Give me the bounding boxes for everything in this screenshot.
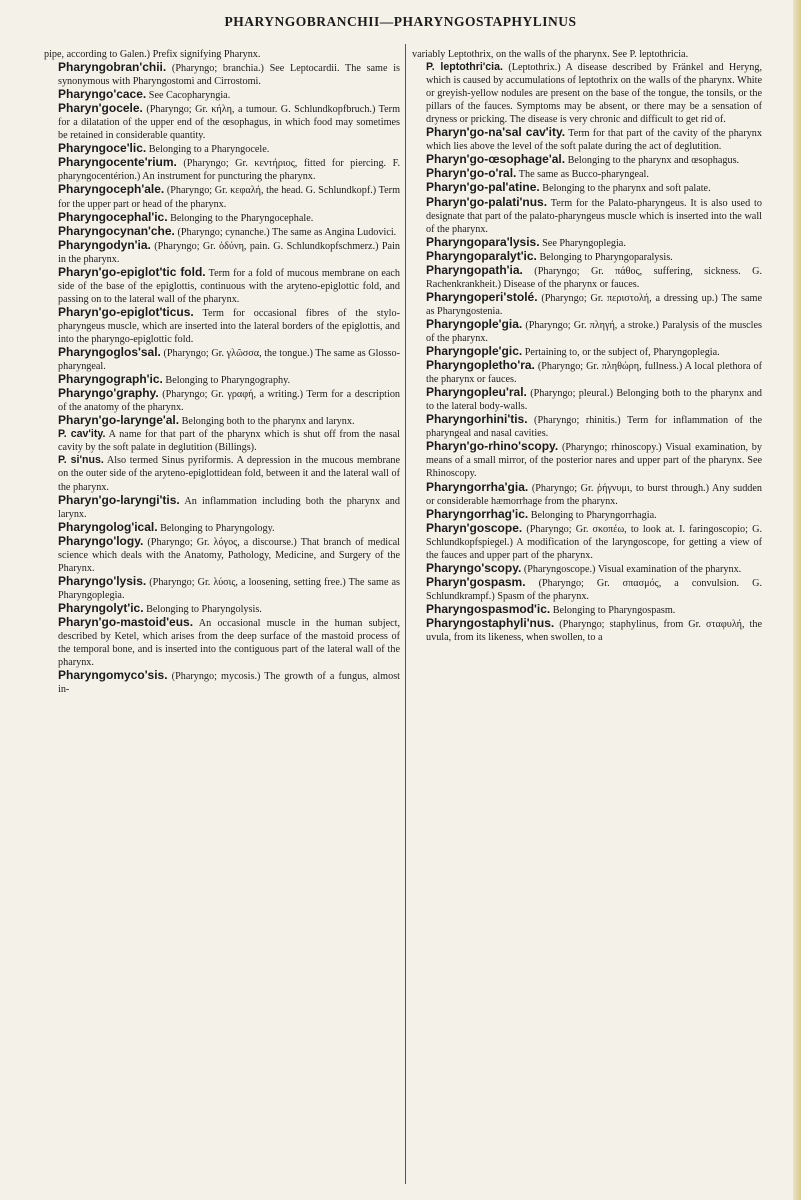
entry-headword: Pharyn'gocele. bbox=[58, 101, 143, 116]
entry-definition: (Pharyngo; mycosis.) The growth of a fungus, almost in- bbox=[58, 671, 400, 696]
dictionary-entry bbox=[44, 102, 400, 142]
entry-headword: Pharyngoceph'ale. bbox=[58, 182, 165, 197]
dictionary-entry bbox=[412, 508, 762, 522]
entry-definition: Belonging to the pharynx and œsophagus. bbox=[567, 155, 740, 167]
entry-definition: An inflammation including both the pharynx and larynx. bbox=[58, 495, 400, 520]
entry-headword: Pharyn'go-mastoid'eus. bbox=[58, 614, 194, 629]
entry-definition: Belonging to Pharyngology. bbox=[160, 522, 275, 534]
entry-definition: (Pharyngoscope.) Visual examination of the pharynx. bbox=[523, 563, 742, 575]
dictionary-entry bbox=[44, 239, 400, 266]
entry-definition: Term for occasional fibres of the stylo-pharyngeus muscle, which are inserted into the lateral borders of the epiglottis, and into the pharyngo-epiglottic fold. bbox=[58, 307, 400, 345]
left-column bbox=[44, 48, 400, 696]
entry-definition: (Pharyngo; rhinitis.) Term for inflammation of the pharyngeal and nasal cavities. bbox=[426, 415, 763, 440]
entry-headword: Pharyngolyt'ic. bbox=[58, 600, 144, 615]
dictionary-entry bbox=[412, 413, 762, 440]
dictionary-entry bbox=[412, 359, 762, 386]
entry-headword: Pharyngopath'ia. bbox=[426, 262, 523, 277]
dictionary-entry bbox=[44, 266, 400, 306]
dictionary-entry bbox=[44, 616, 400, 669]
entry-headword: Pharyngo'graphy. bbox=[58, 386, 159, 401]
dictionary-entry bbox=[412, 562, 762, 576]
entry-headword: Pharyngostaphyli'nus. bbox=[426, 615, 555, 630]
dictionary-entry bbox=[412, 617, 762, 644]
entry-definition: (Pharyngo; Gr. ὀδύνη, pain. G. Schlundkopfschmerz.) Pain in the pharynx. bbox=[58, 240, 401, 265]
entry-headword: Pharyngoperi'stolé. bbox=[426, 289, 538, 304]
entry-definition: Belonging to Pharyngospasm. bbox=[552, 604, 676, 616]
dictionary-entry bbox=[412, 181, 762, 195]
entry-headword: Pharyngorrhag'ic. bbox=[426, 506, 529, 521]
entry-definition: (Pharyngo; Gr. γλῶσσα, the tongue.) The same as Glosso-pharyngeal. bbox=[58, 348, 400, 373]
entry-definition: (Pharyngo; Gr. κήλη, a tumour. G. Schlundkopfbruch.) Term for a dilatation of the upper end of the œsophagus, in which food may sometimes be retained in considerable quantity. bbox=[58, 104, 400, 142]
dictionary-entry bbox=[412, 126, 762, 153]
entry-definition: (Pharyngo; Gr. περιστολή, a dressing up.) The same as Pharyngostenia. bbox=[426, 292, 762, 317]
dictionary-entry bbox=[412, 576, 762, 603]
entry-definition: Belonging to Pharyngography. bbox=[165, 375, 291, 387]
dictionary-entry bbox=[412, 440, 762, 480]
entry-headword: Pharyngodyn'ia. bbox=[58, 237, 151, 252]
entry-definition: (Pharyngo; Gr. σκοπέω, to look at. I. faringoscopio; G. Schlundkopfspiegel.) A modification of the laryngoscope, for getting a view of the fauces and upper part of the pharynx. bbox=[426, 523, 762, 561]
right-column bbox=[412, 48, 762, 644]
dictionary-entry bbox=[44, 602, 400, 616]
entry-headword: Pharyngocente'rium. bbox=[58, 155, 177, 170]
dictionary-entry bbox=[44, 156, 400, 183]
dictionary-entry bbox=[412, 61, 762, 126]
entry-headword: Pharyngomyco'sis. bbox=[58, 668, 168, 683]
dictionary-entry bbox=[412, 291, 762, 318]
dictionary-entry bbox=[412, 522, 762, 562]
dictionary-entry bbox=[44, 61, 400, 88]
page-edge bbox=[793, 0, 801, 1200]
dictionary-entry bbox=[412, 236, 762, 250]
entry-definition: variably Leptothrix, on the walls of the pharynx. See P. leptothricia. bbox=[412, 49, 689, 60]
dictionary-entry bbox=[44, 428, 400, 454]
dictionary-entry bbox=[412, 318, 762, 345]
entry-definition: (Pharyngo; staphylinus, from Gr. σταφυλή, the uvula, from its likeness, when swollen, to a bbox=[426, 618, 762, 644]
entry-headword: Pharyn'go-rhino'scopy. bbox=[426, 439, 559, 454]
entry-definition: (Pharyngo; Gr. λύσις, a loosening, setting free.) The same as Pharyngoplegia. bbox=[58, 576, 400, 601]
entry-headword: Pharyngograph'ic. bbox=[58, 372, 163, 387]
entry-definition: (Pharyngo; Gr. πάθος, suffering, sickness. G. Rachenkrankheit.) Disease of the pharynx or fauces. bbox=[426, 265, 762, 290]
entry-definition: (Pharyngo; Gr. κεντήριος, fitted for piercing. F. pharyngocentérion.) An instrument for puncturing the pharynx. bbox=[58, 158, 400, 183]
dictionary-entry bbox=[44, 454, 400, 493]
dictionary-entry bbox=[44, 142, 400, 156]
entry-headword: Pharyngocynan'che. bbox=[58, 223, 175, 238]
entry-definition: Term for the Palato-pharyngeus. It is also used to designate that part of the palato-pharyngeus muscle which is inserted into the wall of the pharynx. bbox=[426, 197, 762, 235]
entry-headword: Pharyngople'gic. bbox=[426, 344, 523, 359]
entry-definition: (Pharyngo; Gr. κεφαλή, the head. G. Schlundkopf.) Term for the upper part or head of the pharynx. bbox=[58, 185, 400, 210]
entry-definition: Term for a fold of mucous membrane on each side of the base of the epiglottis, continuous with the aryteno-epiglottic fold, and passing on to the lateral wall of the pharynx. bbox=[58, 267, 400, 305]
entry-definition: (Pharyngo; Gr. σπασμός, a convulsion. G. Schlundkrampf.) Spasm of the pharynx. bbox=[426, 577, 762, 602]
entry-definition: Belonging to Pharyngoparalysis. bbox=[539, 251, 673, 263]
entry-headword: Pharyngopleu'ral. bbox=[426, 385, 527, 400]
dictionary-entry bbox=[44, 535, 400, 575]
entry-headword: Pharyngoce'lic. bbox=[58, 141, 147, 156]
dictionary-entry bbox=[44, 183, 400, 210]
entry-definition: The same as Bucco-pharyngeal. bbox=[518, 169, 649, 181]
entry-headword: Pharyn'go-laryngi'tis. bbox=[58, 492, 180, 507]
entry-headword: Pharyngopara'lysis. bbox=[426, 234, 540, 249]
entry-headword: Pharyngo'scopy. bbox=[426, 560, 522, 575]
column-divider bbox=[405, 44, 406, 1184]
entry-headword: Pharyngolog'ical. bbox=[58, 519, 158, 534]
entry-headword: Pharyngo'lysis. bbox=[58, 573, 147, 588]
entry-definition: (Pharyngo; Gr. ῥήγνυμι, to burst through.) Any sudden or considerable hæmorrhage from the pharynx. bbox=[426, 482, 763, 507]
entry-headword: Pharyn'go-epiglot'ticus. bbox=[58, 304, 194, 319]
entry-headword: Pharyngo'logy. bbox=[58, 533, 144, 548]
dictionary-entry bbox=[412, 603, 762, 617]
entry-definition: Belonging to the pharynx and soft palate. bbox=[542, 183, 711, 195]
dictionary-entry bbox=[44, 225, 400, 239]
entry-headword: Pharyngoglos'sal. bbox=[58, 345, 161, 360]
dictionary-entry bbox=[44, 414, 400, 428]
entry-definition: (Pharyngo; Gr. πληγή, a stroke.) Paralysis of the muscles of the pharynx. bbox=[426, 319, 762, 344]
entry-headword: P. si'nus. bbox=[58, 454, 104, 467]
dictionary-entry bbox=[44, 373, 400, 387]
entry-definition: See Cacopharyngia. bbox=[148, 90, 231, 102]
entry-definition: See Pharyngoplegia. bbox=[542, 237, 626, 249]
dictionary-entry bbox=[44, 346, 400, 373]
entry-headword: Pharyn'gospasm. bbox=[426, 574, 526, 589]
entry-definition: (Pharyngo; Gr. λόγος, a discourse.) That branch of medical science which deals with the Anatomy, Pathology, Medicine, and Surgery of the Pharynx. bbox=[58, 536, 401, 574]
dictionary-entry bbox=[44, 387, 400, 414]
entry-headword: Pharyn'go-o'ral. bbox=[426, 166, 517, 181]
entry-definition: (Leptothrix.) A disease described by Fränkel and Heryng, which is caused by accumulations of leptothrix on the walls of the pharynx. White or greyish-yellow nodules are present on the base of the tongue, the tonsils, or the pillars of the fauces. Symptoms may be absent, or there may be a sensation of dryness or pricking. The disease is very chronic and difficult to get rid of. bbox=[426, 62, 763, 126]
entry-definition: (Pharyngo; Gr. γραφή, a writing.) Term for a description of the anatomy of the pharynx. bbox=[58, 389, 401, 414]
entry-headword: Pharyngobran'chii. bbox=[58, 60, 167, 75]
entry-headword: Pharyn'go-larynge'al. bbox=[58, 413, 180, 428]
entry-definition: Term for that part of the cavity of the pharynx which lies above the level of the soft palate during the act of deglutition. bbox=[426, 128, 762, 153]
entry-headword: Pharyngocephal'ic. bbox=[58, 209, 168, 224]
entry-headword: Pharyngoparalyt'ic. bbox=[426, 248, 537, 263]
entry-headword: P. cav'ity. bbox=[58, 428, 106, 441]
entry-definition: Pertaining to, or the subject of, Pharyngoplegia. bbox=[524, 347, 720, 359]
dictionary-entry bbox=[412, 264, 762, 291]
dictionary-entry bbox=[412, 167, 762, 181]
dictionary-entry bbox=[412, 345, 762, 359]
entry-headword: Pharyn'goscope. bbox=[426, 520, 523, 535]
running-head: PHARYNGOBRANCHII—PHARYNGOSTAPHYLINUS bbox=[224, 14, 577, 29]
dictionary-entry bbox=[412, 153, 762, 167]
entry-headword: Pharyn'go-palati'nus. bbox=[426, 194, 548, 209]
entry-definition: Belonging both to the pharynx and larynx. bbox=[181, 416, 355, 428]
dictionary-entry bbox=[44, 669, 400, 696]
entry-headword: Pharyn'go-na'sal cav'ity. bbox=[426, 125, 566, 140]
dictionary-entry bbox=[44, 211, 400, 225]
dictionary-entry bbox=[44, 306, 400, 346]
entry-headword: Pharyngopletho'ra. bbox=[426, 358, 535, 373]
entry-headword: Pharyngorrha'gia. bbox=[426, 479, 529, 494]
entry-definition: Belonging to Pharyngorrhagia. bbox=[530, 509, 657, 521]
entry-definition: A name for that part of the pharynx which is shut off from the nasal cavity by the soft palate in deglutition (Billings). bbox=[58, 429, 401, 454]
entry-definition: pipe, according to Galen.) Prefix signifying Pharynx. bbox=[44, 49, 261, 60]
entry-definition: (Pharyngo; rhinoscopy.) Visual examination, by means of a small mirror, of the posterior nares and upper part of the pharynx. See Rhinoscopy. bbox=[426, 442, 762, 480]
entry-headword: P. leptothri'cia. bbox=[426, 61, 503, 74]
entry-definition: Belonging to Pharyngolysis. bbox=[146, 603, 262, 615]
entry-definition: Belonging to the Pharyngocephale. bbox=[170, 212, 314, 224]
entry-definition: (Pharyngo; pleural.) Belonging both to the pharynx and to the lateral body-walls. bbox=[426, 388, 763, 413]
entry-headword: Pharyngorhini'tis. bbox=[426, 412, 528, 427]
entry-definition: Belonging to a Pharyngocele. bbox=[148, 144, 270, 156]
entry-definition: (Pharyngo; Gr. πληθώρη, fullness.) A local plethora of the pharynx or fauces. bbox=[426, 361, 762, 386]
entry-definition: Also termed Sinus pyriformis. A depression in the mucous membrane on the outer side of the aryteno-epiglottidean fold, between it and the lateral wall of the pharynx. bbox=[58, 455, 401, 493]
dictionary-entry bbox=[412, 250, 762, 264]
entry-definition: (Pharyngo; cynanche.) The same as Angina Ludovici. bbox=[177, 226, 397, 238]
entry-headword: Pharyn'go-epiglot'tic fold. bbox=[58, 264, 206, 279]
entry-headword: Pharyngospasmod'ic. bbox=[426, 601, 551, 616]
entry-definition: (Pharyngo; branchia.) See Leptocardii. The same is synonymous with Pharyngostomi and Cirrostomi. bbox=[58, 63, 400, 88]
dictionary-entry bbox=[412, 196, 762, 236]
dictionary-entry bbox=[44, 521, 400, 535]
dictionary-entry bbox=[44, 88, 400, 102]
dictionary-entry bbox=[44, 494, 400, 521]
entry-headword: Pharyngople'gia. bbox=[426, 316, 523, 331]
entry-headword: Pharyngo'cace. bbox=[58, 87, 147, 102]
entry-headword: Pharyn'go-pal'atine. bbox=[426, 180, 540, 195]
dictionary-entry bbox=[412, 48, 762, 61]
dictionary-entry bbox=[44, 575, 400, 602]
entry-headword: Pharyn'go-œsophage'al. bbox=[426, 152, 566, 167]
dictionary-entry bbox=[412, 386, 762, 413]
dictionary-entry bbox=[412, 481, 762, 508]
entry-definition: An occasional muscle in the human subject, described by Ketel, which arises from the deep surface of the mastoid process of the temporal bone, and is inserted into the contiguous part of the lateral wall of the pharynx. bbox=[58, 617, 400, 669]
